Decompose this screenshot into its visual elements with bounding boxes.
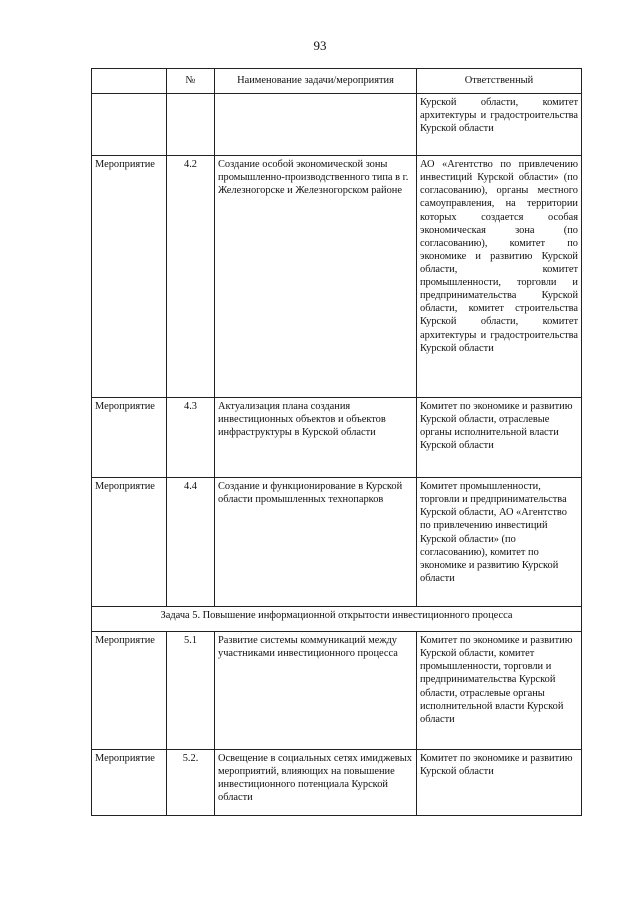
activity-type: Мероприятие: [92, 156, 167, 398]
activities-table: [91, 68, 582, 816]
task-row: [92, 607, 582, 632]
responsible-cell: Комитет по экономике и развитию Курской области: [417, 750, 582, 816]
activity-name: Развитие системы коммуникаций между участниками инвестиционного процесса: [215, 632, 417, 750]
activity-type: Мероприятие: [92, 478, 167, 607]
page-number: 93: [313, 38, 327, 53]
responsible-cell: Комитет по экономике и развитию Курской области, отраслевые органы исполнительной власти Курской области: [417, 398, 582, 478]
activity-type: Мероприятие: [92, 398, 167, 478]
responsible-cell: АО «Агентство по привлечению инвестиций Курской области» (по согласованию), органы местного самоуправления, на территории которых создается особая экономическая зона (по согласованию), комитет по экономике и развитию Курской области, комитет промышленности, торговли и предпринимательства Курской области, комитет строительства Курской области, комитет архитектуры и градостроительства Курской области: [417, 156, 582, 398]
activity-type: [92, 94, 167, 156]
activity-number: 5.1: [167, 632, 215, 750]
activity-name: Освещение в социальных сетях имиджевых мероприятий, влияющих на повышение инвестиционного потенциала Курской области: [215, 750, 417, 816]
responsible-cell: Комитет промышленности, торговли и предпринимательства Курской области, АО «Агентство по привлечению инвестиций Курской области» (по согласованию), комитет по экономике и развитию Курской области: [417, 478, 582, 607]
table-row: [92, 156, 582, 398]
activity-number: 4.3: [167, 398, 215, 478]
header-task-name: Наименование задачи/мероприятия: [215, 69, 417, 94]
table-row: [92, 632, 582, 750]
activity-name: [215, 94, 417, 156]
task-heading: Задача 5. Повышение информационной открытости инвестиционного процесса: [92, 607, 582, 632]
table-row: [92, 478, 582, 607]
activity-name: Актуализация плана создания инвестиционных объектов и объектов инфраструктуры в Курской области: [215, 398, 417, 478]
activity-type: Мероприятие: [92, 632, 167, 750]
table-header-row: [92, 69, 582, 94]
activity-number: 5.2.: [167, 750, 215, 816]
activity-name: Создание особой экономической зоны промышленно-производственного типа в г. Железногорске и Железногорском районе: [215, 156, 417, 398]
activity-number: [167, 94, 215, 156]
header-number: №: [167, 69, 215, 94]
responsible-cell: Комитет по экономике и развитию Курской области, комитет промышленности, торговли и предпринимательства Курской области, отраслевые органы исполнительной власти Курской области: [417, 632, 582, 750]
activity-type: Мероприятие: [92, 750, 167, 816]
table-row: [92, 750, 582, 816]
activity-number: 4.4: [167, 478, 215, 607]
activity-name: Создание и функционирование в Курской области промышленных технопарков: [215, 478, 417, 607]
table-row: [92, 94, 582, 156]
activity-number: 4.2: [167, 156, 215, 398]
header-responsible: Ответственный: [417, 69, 582, 94]
responsible-cell: Курской области, комитет архитектуры и градостроительства Курской области: [417, 94, 582, 156]
header-type: [92, 69, 167, 94]
table-row: [92, 398, 582, 478]
